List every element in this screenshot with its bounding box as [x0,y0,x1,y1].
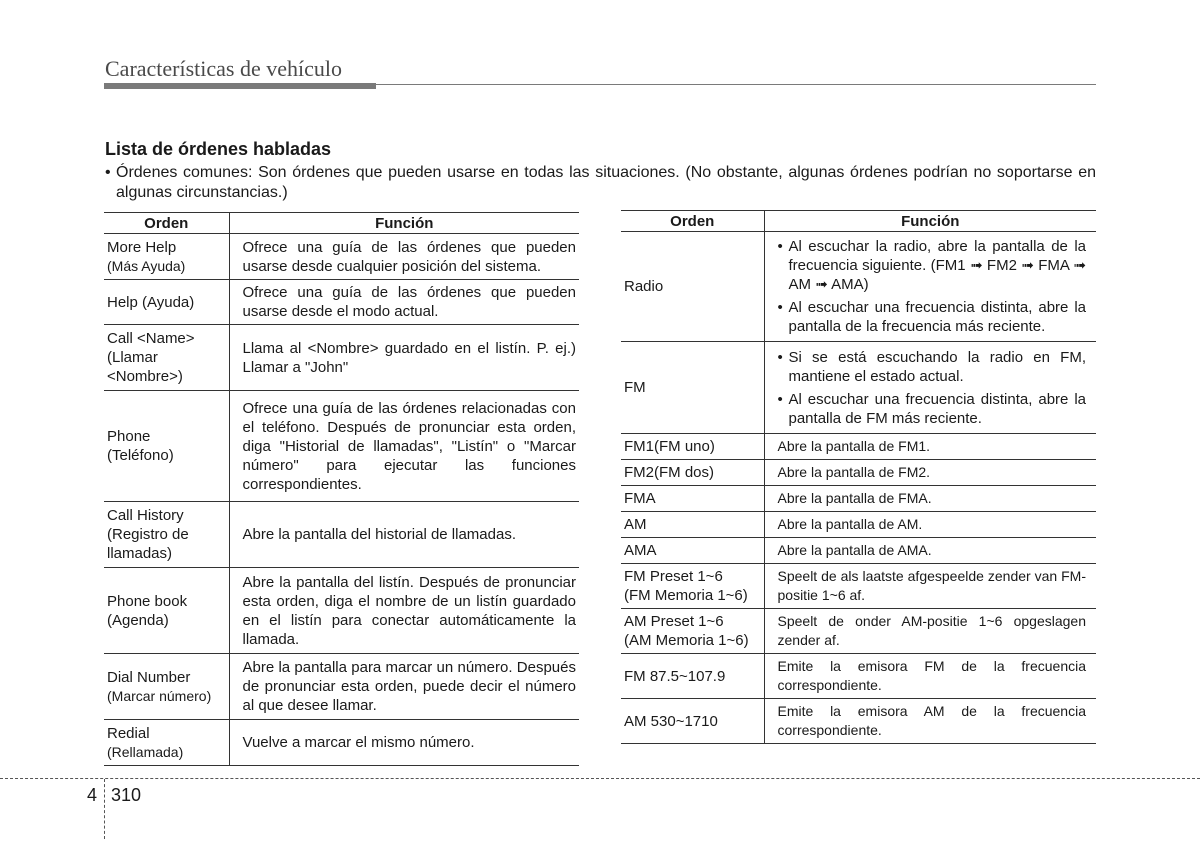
order-cell: AM [621,512,764,538]
function-cell [764,342,1096,434]
order-name: Redial [107,724,150,742]
table-row [104,234,579,280]
function-cell [764,232,1096,342]
order-cell: AM 530~1710 [621,699,764,744]
footer-dashed-rule [0,778,1200,779]
function-cell: Abre la pantalla de FMA. [764,486,1096,512]
order-cell [621,609,764,654]
table-row [621,460,1096,486]
function-cell: Abre la pantalla de FM2. [764,460,1096,486]
function-cell: Vuelve a marcar el mismo número. [229,720,579,766]
page-number: 310 [111,785,142,805]
function-cell: Abre la pantalla de FM1. [764,434,1096,460]
bullet-item [778,348,1087,386]
function-cell: Ofrece una guía de las órdenes relacionadas con el teléfono. Después de pronunciar esta orden, diga "Historial de llamadas", "Listín" o "Marcar número" para ejecutar las funciones correspondientes. [229,391,579,502]
order-translation: (Agenda) [107,611,169,629]
bullet-icon: • [105,164,111,181]
order-translation: llamadas) [107,545,173,562]
order-cell: FMA [621,486,764,512]
order-cell: AMA [621,538,764,564]
table-row [621,699,1096,744]
order-name: Dial Number [107,668,191,686]
table-row [104,568,579,654]
bullet-item [778,390,1087,428]
function-cell: Speelt de als laatste afgespeelde zender van FM-positie 1~6 af. [764,564,1096,609]
order-translation: (Más Ayuda) [107,257,186,274]
page-header-title: Características de vehículo [105,56,343,81]
order-cell [104,234,229,280]
function-cell: Emite la emisora AM de la frecuencia correspondiente. [764,699,1096,744]
bullet-text: Al escuchar la radio, abre la pantalla de la frecuencia siguiente. (FM1 ➟ FM2 ➟ FMA ➟ AM ➟ AMA) [788,238,1086,293]
order-name: More Help [107,238,177,256]
order-name: Phone [107,428,151,445]
table-row [104,391,579,502]
order-cell: FM 87.5~107.9 [621,654,764,699]
order-name: Phone book [107,592,188,610]
order-translation: (FM Memoria 1~6) [624,587,748,604]
order-cell [104,325,229,391]
order-name: Help (Ayuda) [107,293,195,311]
table-row [621,232,1096,342]
table-row [621,609,1096,654]
column-header-function: Función [764,211,1096,232]
function-cell: Abre la pantalla del listín. Después de pronunciar esta orden, diga el nombre de un listín guardado en el listín para conectar automáticamente la llamada. [229,568,579,654]
table-row [104,720,579,766]
table-row [621,434,1096,460]
function-cell: Abre la pantalla del historial de llamadas. [229,502,579,568]
function-cell: Speelt de onder AM-positie 1~6 opgeslagen zender af. [764,609,1096,654]
function-cell: Abre la pantalla de AMA. [764,538,1096,564]
table-row [621,512,1096,538]
common-commands-table [104,212,579,766]
order-cell: FM1(FM uno) [621,434,764,460]
order-translation: (Marcar número) [107,687,212,704]
order-name: AM Preset 1~6 [624,613,724,630]
radio-commands-table [621,210,1096,744]
bullet-icon: • [777,238,783,255]
order-translation: <Nombre>) [107,368,183,385]
table-header-row [621,211,1096,232]
function-cell: Emite la emisora FM de la frecuencia correspondiente. [764,654,1096,699]
table-row [104,502,579,568]
order-translation: (Registro de [107,526,189,543]
order-cell: FM [621,342,764,434]
table-row [621,342,1096,434]
table-row [621,486,1096,512]
section-heading: Lista de órdenes habladas [105,139,332,159]
function-cell: Ofrece una guía de las órdenes que pueden usarse desde el modo actual. [229,280,579,325]
order-name: FM Preset 1~6 [624,568,723,585]
function-cell: Llama al <Nombre> guardado en el listín. P. ej.) Llamar a "John" [229,325,579,391]
column-header-function: Función [229,213,579,234]
bullet-text: Al escuchar una frecuencia distinta, abre la pantalla de FM más reciente. [788,390,1086,427]
function-cell: Ofrece una guía de las órdenes que pueden usarse desde cualquier posición del sistema. [229,234,579,280]
footer-dashed-divider [104,779,105,839]
order-cell: Radio [621,232,764,342]
table-row [621,564,1096,609]
order-translation: (Rellamada) [107,743,184,760]
order-translation: (AM Memoria 1~6) [624,632,749,649]
header-rule-accent [104,83,376,89]
function-cell: Abre la pantalla de AM. [764,512,1096,538]
intro-text: Órdenes comunes: Son órdenes que pueden usarse en todas las situaciones. (No obstante, algunas órdenes podrían no soportarse en algunas circunstancias.) [116,164,1096,201]
table-row [621,538,1096,564]
bullet-icon: • [777,348,783,366]
bullet-item [778,237,1087,294]
order-cell: FM2(FM dos) [621,460,764,486]
table-row [104,280,579,325]
bullet-icon: • [777,390,783,408]
order-cell [621,564,764,609]
order-cell [104,391,229,502]
order-cell [104,568,229,654]
bullet-icon: • [777,299,783,316]
bullet-item [778,298,1087,336]
bullet-text: Si se está escuchando la radio en FM, mantiene el estado actual. [788,348,1086,385]
table-header-row [104,213,579,234]
order-name: Call <Name> [107,330,195,347]
table-row [621,654,1096,699]
order-name: Call History [107,507,184,524]
column-header-order: Orden [621,211,764,232]
bullet-text: Al escuchar una frecuencia distinta, abre la pantalla de la frecuencia más reciente. [788,299,1086,335]
order-translation: (Llamar [107,349,158,366]
order-cell [104,720,229,766]
function-cell: Abre la pantalla para marcar un número. Después de pronunciar esta orden, puede decir el número al que desee llamar. [229,654,579,720]
table-row [104,654,579,720]
order-cell [104,502,229,568]
column-header-order: Orden [104,213,229,234]
order-cell [104,280,229,325]
order-cell [104,654,229,720]
order-translation: (Teléfono) [107,447,174,464]
table-row [104,325,579,391]
intro-paragraph [105,163,1096,203]
chapter-number: 4 [87,785,98,805]
